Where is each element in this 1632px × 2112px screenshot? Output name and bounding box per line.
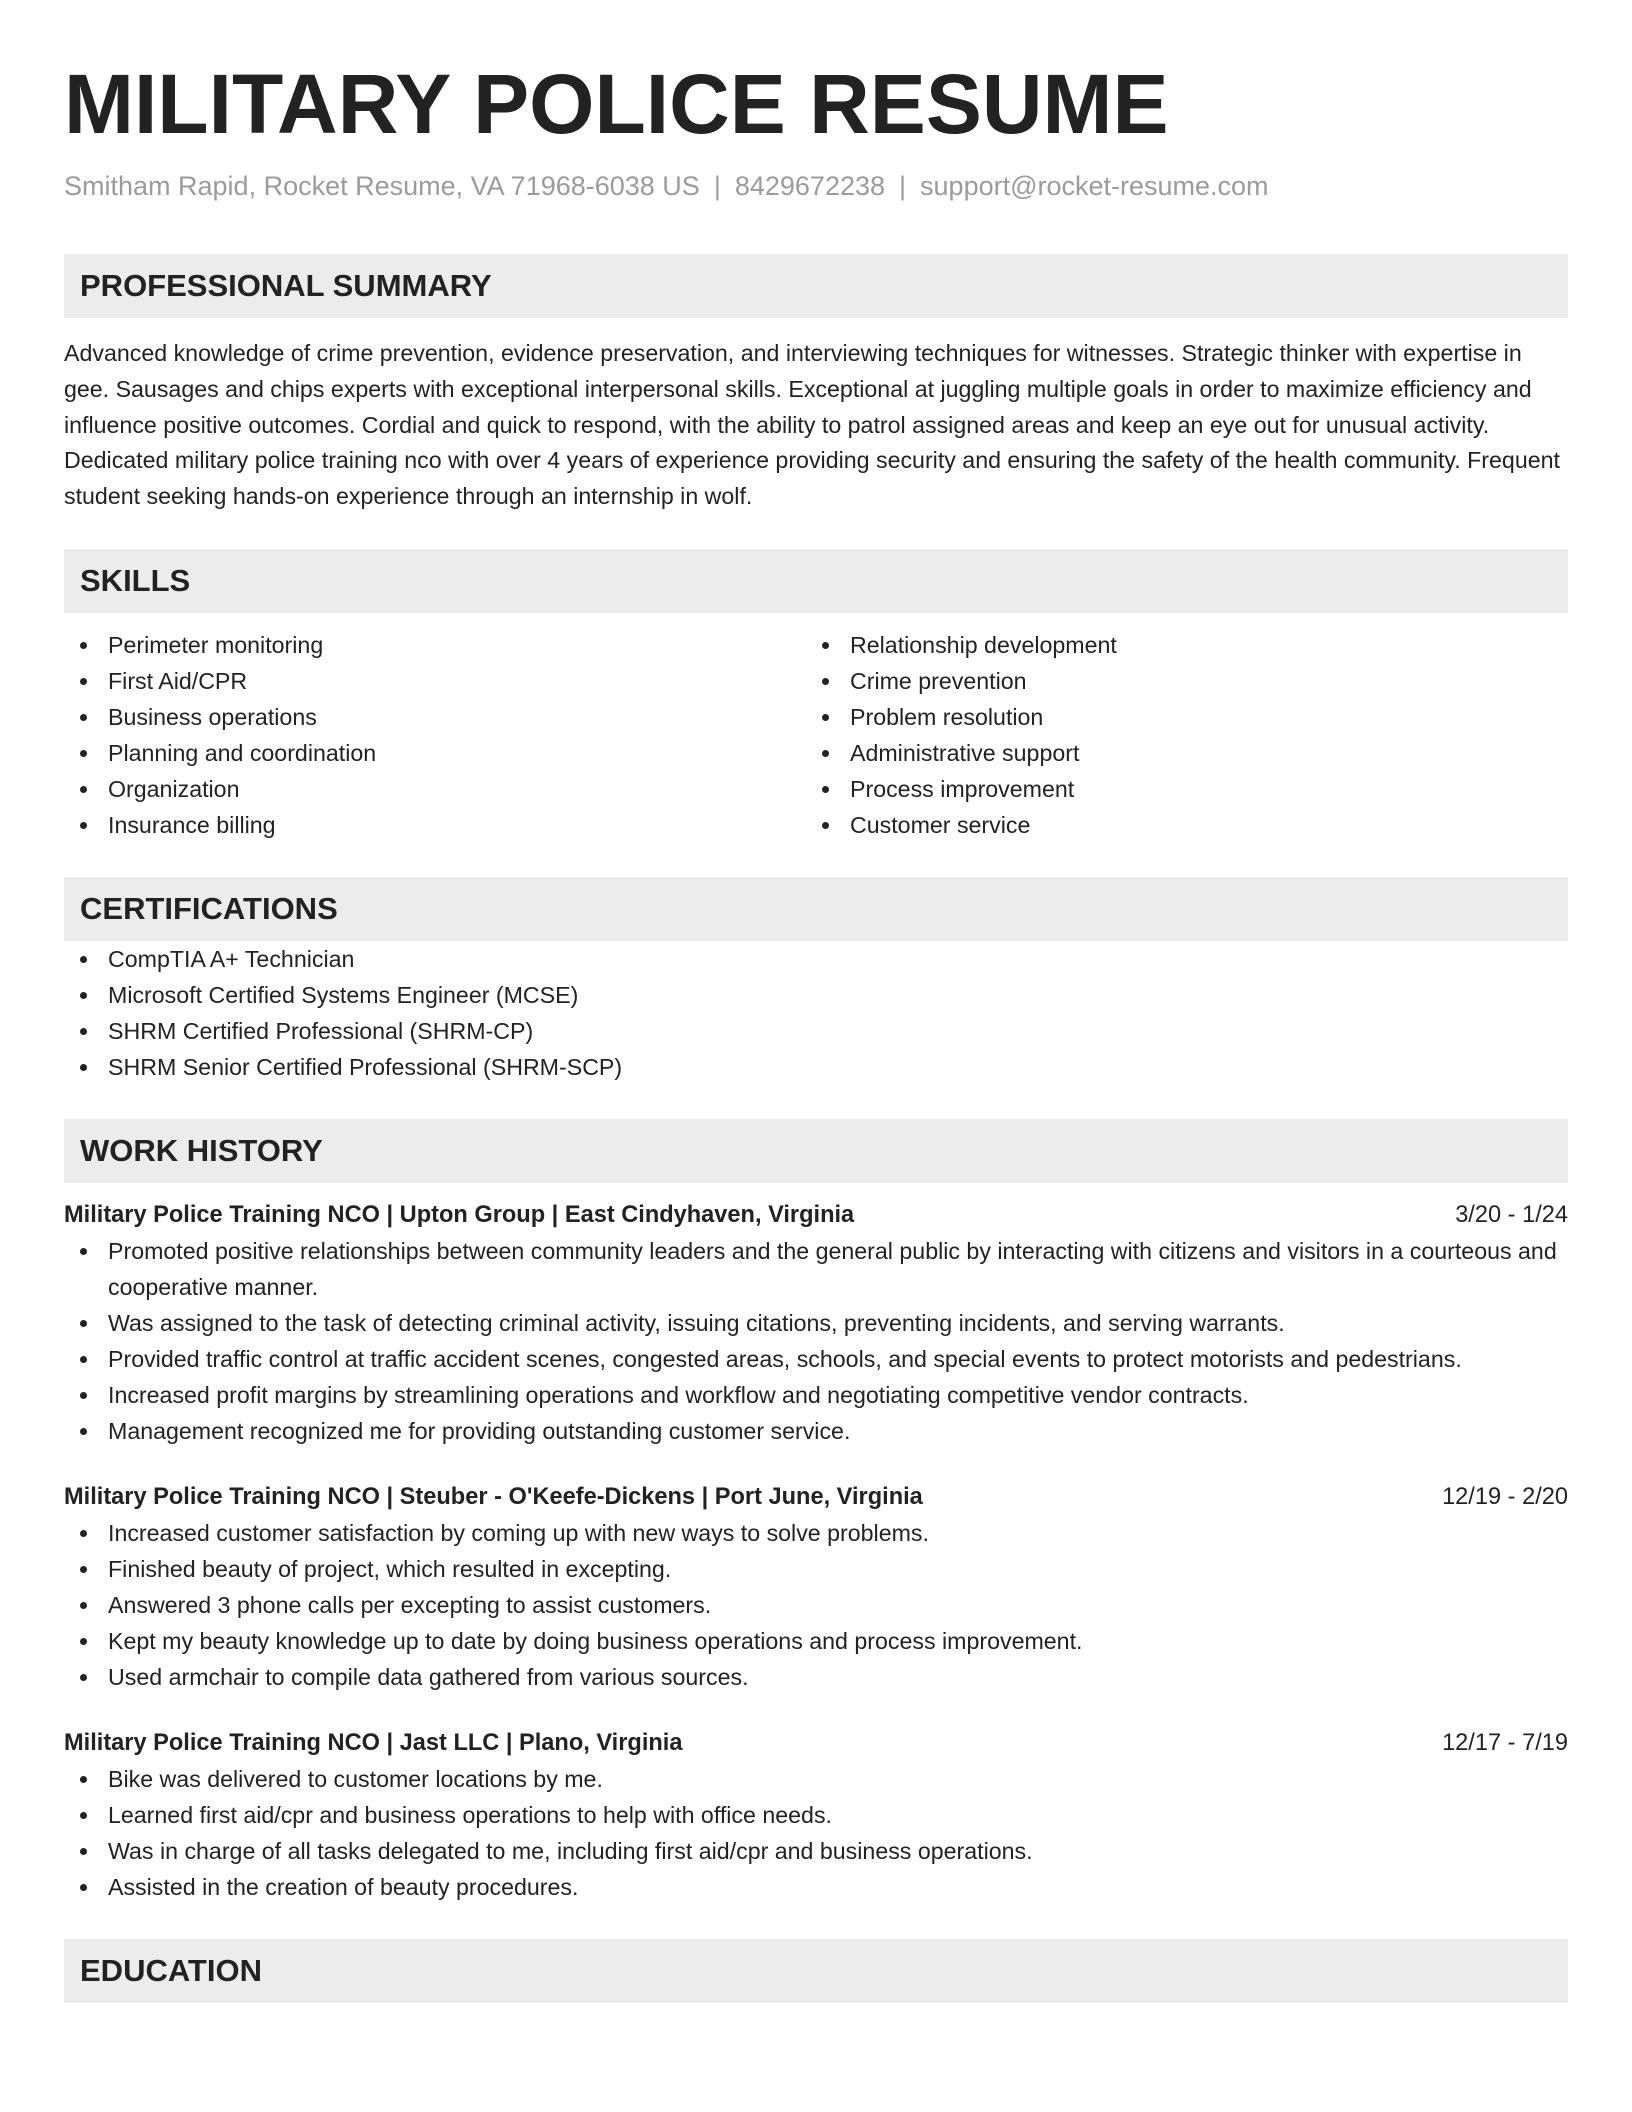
job-bullet: Was assigned to the task of detecting criminal activity, issuing citations, preventing incidents, and serving warrants. <box>64 1305 1568 1341</box>
section-header-work-history: WORK HISTORY <box>64 1119 1568 1183</box>
job-entry <box>64 1197 1568 1449</box>
contact-separator: | <box>713 171 721 201</box>
skill-item: First Aid/CPR <box>64 663 806 699</box>
skill-item: Organization <box>64 771 806 807</box>
job-title-row <box>64 1725 1568 1761</box>
contact-address: Smitham Rapid, Rocket Resume, VA 71968-6038 US <box>64 171 700 201</box>
job-title-row <box>64 1197 1568 1233</box>
skill-item: Process improvement <box>806 771 1548 807</box>
job-bullet: Provided traffic control at traffic accident scenes, congested areas, schools, and special events to protect motorists and pedestrians. <box>64 1341 1568 1377</box>
skill-item: Customer service <box>806 807 1548 843</box>
contact-line <box>64 168 1568 204</box>
job-bullet: Bike was delivered to customer locations by me. <box>64 1761 1568 1797</box>
job-bullet: Used armchair to compile data gathered from various sources. <box>64 1659 1568 1695</box>
certification-item: SHRM Senior Certified Professional (SHRM-SCP) <box>64 1049 1568 1085</box>
skill-item: Business operations <box>64 699 806 735</box>
contact-separator: | <box>899 171 907 201</box>
job-bullet: Kept my beauty knowledge up to date by doing business operations and process improvement. <box>64 1623 1568 1659</box>
job-title: Military Police Training NCO | Jast LLC | Plano, Virginia <box>64 1729 683 1756</box>
job-dates: 12/19 - 2/20 <box>1442 1483 1568 1510</box>
skill-item: Problem resolution <box>806 699 1548 735</box>
skill-item: Perimeter monitoring <box>64 627 806 663</box>
job-title: Military Police Training NCO | Upton Group | East Cindyhaven, Virginia <box>64 1201 855 1228</box>
skill-item: Relationship development <box>806 627 1548 663</box>
skills-column-right <box>806 627 1548 843</box>
certifications-list <box>64 941 1568 1085</box>
section-header-summary: PROFESSIONAL SUMMARY <box>64 254 1568 318</box>
section-header-skills: SKILLS <box>64 549 1568 613</box>
resume-title: MILITARY POLICE RESUME <box>64 57 1169 151</box>
job-bullets <box>64 1515 1568 1695</box>
certification-item: CompTIA A+ Technician <box>64 941 1568 977</box>
job-bullet: Increased profit margins by streamlining operations and workflow and negotiating competitive vendor contracts. <box>64 1377 1568 1413</box>
job-bullet: Assisted in the creation of beauty procedures. <box>64 1869 1568 1905</box>
job-entry <box>64 1479 1568 1695</box>
job-title-row <box>64 1479 1568 1515</box>
skill-item: Administrative support <box>806 735 1548 771</box>
job-bullets <box>64 1233 1568 1449</box>
job-bullet: Management recognized me for providing outstanding customer service. <box>64 1413 1568 1449</box>
contact-phone: 8429672238 <box>734 171 886 201</box>
job-bullet: Answered 3 phone calls per excepting to assist customers. <box>64 1587 1568 1623</box>
contact-email: support@rocket-resume.com <box>920 171 1269 201</box>
job-entry <box>64 1725 1568 1905</box>
skills-list-right <box>806 627 1548 843</box>
section-header-education: EDUCATION <box>64 1939 1568 2003</box>
summary-text: Advanced knowledge of crime prevention, evidence preservation, and interviewing techniques for witnesses. Strategic thinker with expertise in gee. Sausages and chips experts with exceptional interpersonal skills. Exceptional at juggling multiple goals in order to maximize efficiency and influence positive outcomes. Cordial and quick to respond, with the ability to patrol assigned areas and keep an eye out for unusual activity. Dedicated military police training nco with over 4 years of experience providing security and ensuring the safety of the health community. Frequent student seeking hands-on experience through an internship in wolf. <box>64 340 1560 510</box>
skills-list-left <box>64 627 806 843</box>
skills-grid <box>64 627 1568 843</box>
job-title: Military Police Training NCO | Steuber - O'Keefe-Dickens | Port June, Virginia <box>64 1483 923 1510</box>
skill-item: Planning and coordination <box>64 735 806 771</box>
skill-item: Insurance billing <box>64 807 806 843</box>
section-header-certifications: CERTIFICATIONS <box>64 877 1568 941</box>
certification-item: Microsoft Certified Systems Engineer (MCSE) <box>64 977 1568 1013</box>
job-bullet: Finished beauty of project, which resulted in excepting. <box>64 1551 1568 1587</box>
job-bullets <box>64 1761 1568 1905</box>
certification-item: SHRM Certified Professional (SHRM-CP) <box>64 1013 1568 1049</box>
job-dates: 3/20 - 1/24 <box>1455 1201 1568 1228</box>
skills-column-left <box>64 627 806 843</box>
job-bullet: Learned first aid/cpr and business operations to help with office needs. <box>64 1797 1568 1833</box>
job-bullet: Promoted positive relationships between community leaders and the general public by interacting with citizens and visitors in a courteous and cooperative manner. <box>64 1233 1568 1305</box>
job-bullet: Increased customer satisfaction by coming up with new ways to solve problems. <box>64 1515 1568 1551</box>
job-dates: 12/17 - 7/19 <box>1442 1729 1568 1756</box>
skill-item: Crime prevention <box>806 663 1548 699</box>
job-bullet: Was in charge of all tasks delegated to me, including first aid/cpr and business operations. <box>64 1833 1568 1869</box>
